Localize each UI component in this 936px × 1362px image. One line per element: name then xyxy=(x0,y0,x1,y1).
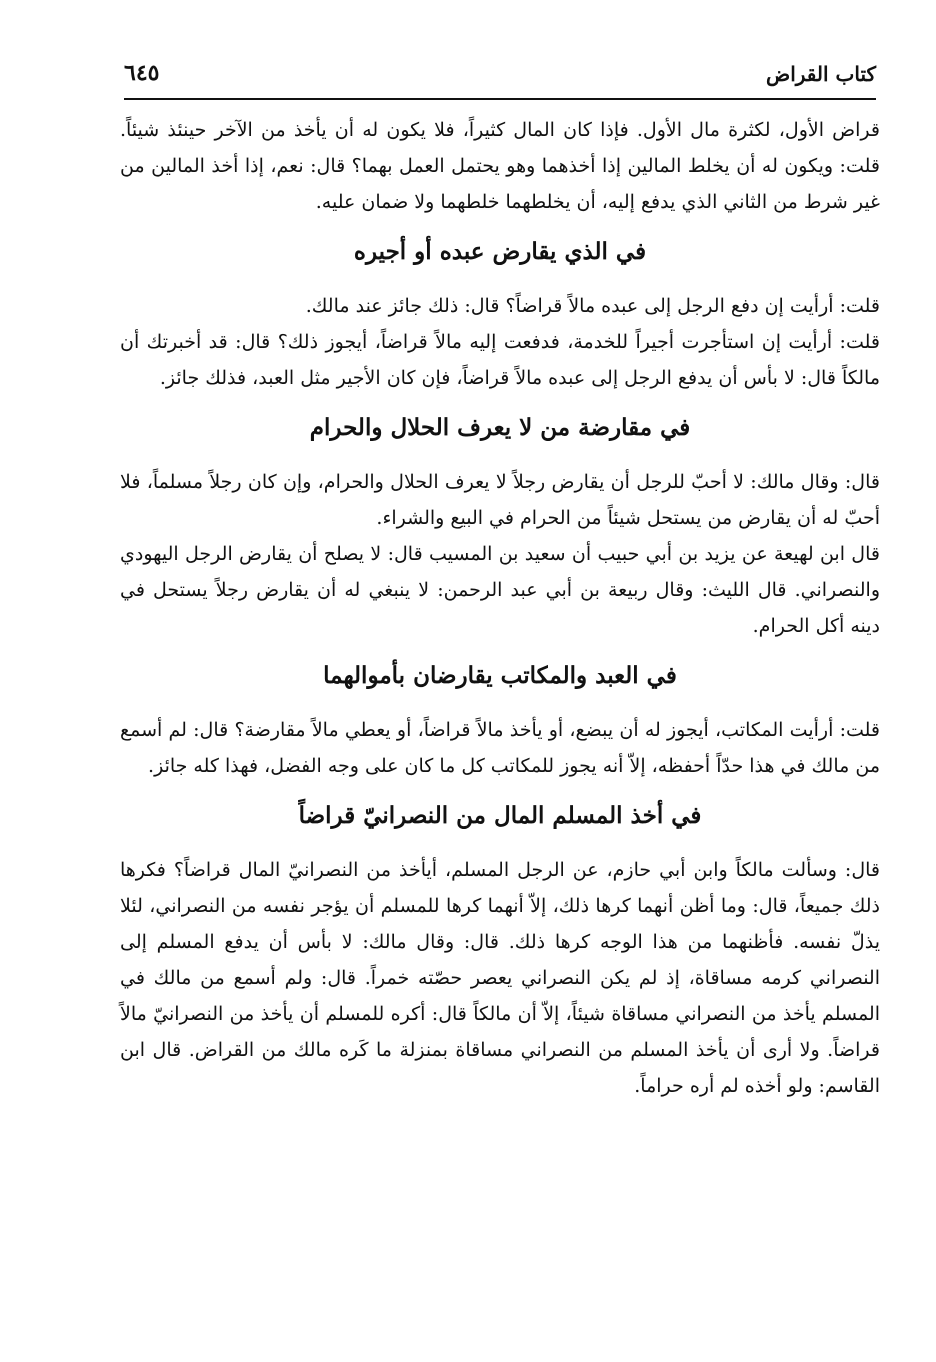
running-header xyxy=(124,58,876,100)
paragraph: قلت: أرأيت إن استأجرت أجيراً للخدمة، فدفعت إليه مالاً قراضاً، أيجوز ذلك؟ قال: قد أخبرتك أن مالكاً قال: لا بأس أن يدفع الرجل إلى عبده مالاً قراضاً، فإن كان الأجير مثل العبد، فذلك جائز. xyxy=(120,331,880,389)
paragraph: قال: وقال مالك: لا أحبّ للرجل أن يقارض رجلاً لا يعرف الحلال والحرام، وإن كان رجلاً مسلماً، فلا أحبّ له أن يقارض من يستحل شيئاً من الحرام في البيع والشراء. xyxy=(120,471,880,529)
page-body xyxy=(120,112,880,1104)
paragraph: قلت: أرأيت المكاتب، أيجوز له أن يبضع، أو يأخذ مالاً قراضاً، أو يعطي مالاً مقارضة؟ قال: لم أسمع من مالك في هذا حدّاً أحفظه، إلاّ أنه يجوز للمكاتب كل ما كان على وجه الفضل، فهذا كله جائز. xyxy=(120,719,880,777)
paragraph: قراض الأول، لكثرة مال الأول. فإذا كان المال كثيراً، فلا يكون له أن يأخذ من الآخر حينئذ شيئاً. قلت: ويكون له أن يخلط المالين إذا أخذهما وهو يحتمل العمل بهما؟ قال: نعم، إذا أخذ المالين من غير شرط من الثاني الذي يدفع إليه، أن يخلطهما خلطهما ولا ضمان عليه. xyxy=(120,119,880,213)
section-heading: في مقارضة من لا يعرف الحلال والحرام xyxy=(309,414,691,441)
paragraph: قال: وسألت مالكاً وابن أبي حازم، عن الرجل المسلم، أيأخذ من النصرانيّ المال قراضاً؟ فكرها ذلك جميعاً، قال: وما أظن أنهما كرها ذلك، إلاّ أنهما كرها للمسلم أن يؤجر نفسه من النصراني، لئلا يذلّ نفسه. فأظنهما من هذا الوجه كرها ذلك. قال: وقال مالك: لا بأس أن يدفع المسلم إلى النصراني كرمه مساقاة، إذ لم يكن النصراني يعصر حصّته خمراً. قال: ولم أسمع من مالك في المسلم يأخذ من النصراني مساقاة شيئاً، إلاّ أن مالكاً قال: أكره للمسلم أن يأخذ من النصرانيّ مالاً قراضاً. ولا أرى أن يأخذ المسلم من النصراني مساقاة بمنزلة ما كَره مالك من القراض. قال ابن القاسم: ولو أخذه لم أره حراماً. xyxy=(120,859,880,1097)
section-heading: في أخذ المسلم المال من النصرانيّ قراضاً xyxy=(298,802,702,829)
page-number: ٦٤٥ xyxy=(124,60,160,86)
section-heading: في الذي يقارض عبده أو أجيره xyxy=(353,238,647,265)
paragraph: قلت: أرأيت إن دفع الرجل إلى عبده مالاً قراضاً؟ قال: ذلك جائز عند مالك. xyxy=(305,295,880,317)
book-title: كتاب القراض xyxy=(766,62,876,86)
paragraph: قال ابن لهيعة عن يزيد بن أبي حبيب أن سعيد بن المسيب قال: لا يصلح أن يقارض الرجل اليهودي والنصراني. قال الليث: وقال ربيعة بن أبي عبد الرحمن: لا ينبغي له أن يقارض رجلاً يستحل في دينه أكل الحرام. xyxy=(120,543,880,637)
section-heading: في العبد والمكاتب يقارضان بأموالهما xyxy=(323,662,677,689)
